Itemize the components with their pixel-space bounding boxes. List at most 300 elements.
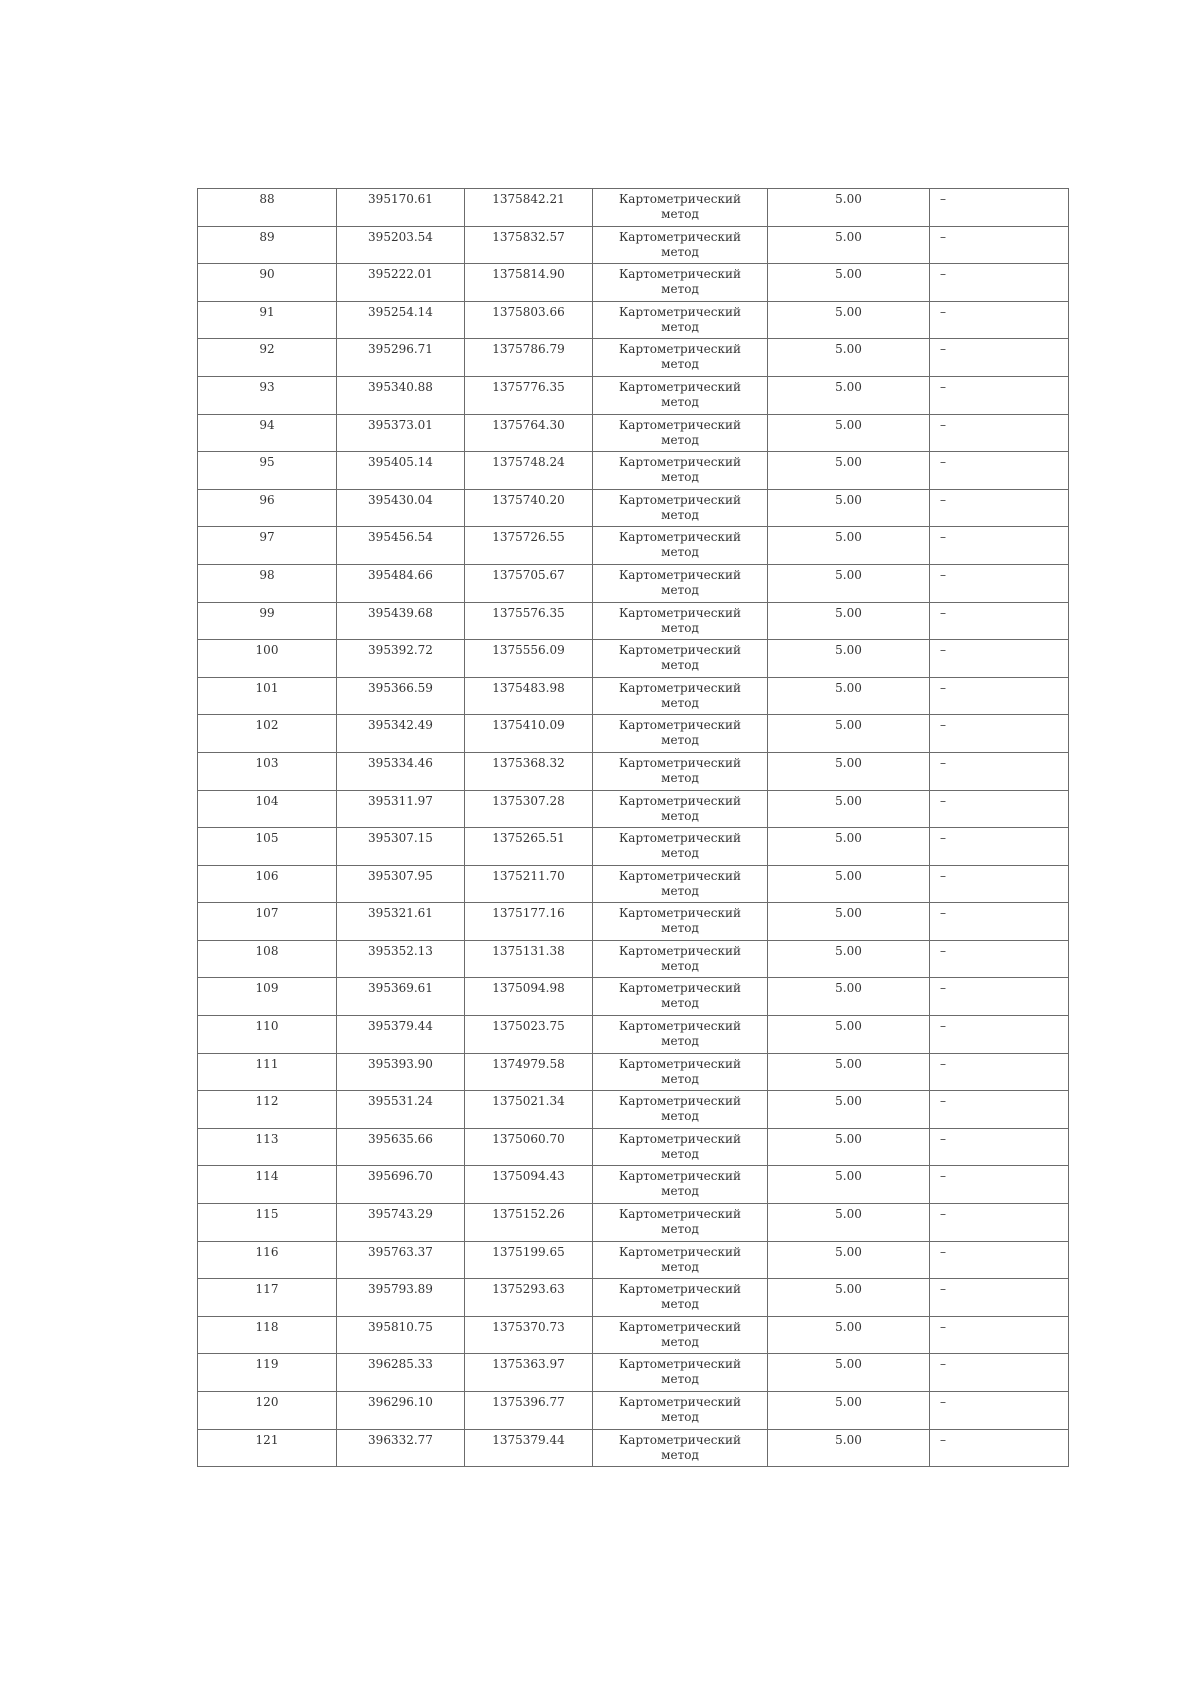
note-cell: – [930,677,1069,715]
y-coordinate-cell: 1375307.28 [465,790,593,828]
x-coordinate-cell: 395352.13 [337,940,465,978]
method-cell [593,527,768,565]
note-cell: – [930,527,1069,565]
x-coordinate-cell: 395531.24 [337,1091,465,1129]
point-number-cell: 110 [198,1016,337,1054]
point-number-cell: 119 [198,1354,337,1392]
y-coordinate-cell: 1375842.21 [465,189,593,227]
coordinates-table-body [198,189,1069,1467]
method-cell [593,1053,768,1091]
method-text-line: Картометрический [619,1282,741,1297]
note-cell: – [930,640,1069,678]
table-row [198,828,1069,866]
method-cell [593,602,768,640]
note-cell: – [930,1241,1069,1279]
method-text-line: метод [661,883,699,898]
y-coordinate-cell: 1375265.51 [465,828,593,866]
method-text-line: метод [661,958,699,973]
note-cell: – [930,1316,1069,1354]
note-cell: – [930,828,1069,866]
error-value-cell: 5.00 [768,940,930,978]
y-coordinate-cell: 1375803.66 [465,301,593,339]
y-coordinate-cell: 1375211.70 [465,865,593,903]
point-number-cell: 106 [198,865,337,903]
table-row [198,978,1069,1016]
point-number-cell: 114 [198,1166,337,1204]
y-coordinate-cell: 1375094.98 [465,978,593,1016]
point-number-cell: 99 [198,602,337,640]
point-number-cell: 93 [198,376,337,414]
method-cell [593,414,768,452]
method-text-line: Картометрический [619,793,741,808]
error-value-cell: 5.00 [768,1429,930,1467]
method-text-line: метод [661,1297,699,1312]
method-text-line: Картометрический [619,1395,741,1409]
table-row [198,1354,1069,1392]
note-cell: – [930,489,1069,527]
method-text-line: Картометрический [619,1207,741,1222]
error-value-cell: 5.00 [768,226,930,264]
point-number-cell: 95 [198,452,337,490]
x-coordinate-cell: 395340.88 [337,376,465,414]
method-text-line: метод [661,846,699,861]
x-coordinate-cell: 396332.77 [337,1429,465,1467]
point-number-cell: 117 [198,1279,337,1317]
table-row [198,489,1069,527]
method-text-line: метод [661,1410,699,1424]
point-number-cell: 111 [198,1053,337,1091]
x-coordinate-cell: 395307.95 [337,865,465,903]
table-row [198,640,1069,678]
error-value-cell: 5.00 [768,527,930,565]
y-coordinate-cell: 1375199.65 [465,1241,593,1279]
x-coordinate-cell: 395635.66 [337,1128,465,1166]
method-text-line: метод [661,357,699,372]
method-text-line: Картометрический [619,1432,741,1447]
x-coordinate-cell: 395439.68 [337,602,465,640]
error-value-cell: 5.00 [768,339,930,377]
note-cell: – [930,1166,1069,1204]
method-text-line: метод [661,620,699,635]
error-value-cell: 5.00 [768,1279,930,1317]
y-coordinate-cell: 1375023.75 [465,1016,593,1054]
method-text-line: метод [661,770,699,785]
note-cell: – [930,452,1069,490]
method-cell [593,828,768,866]
point-number-cell: 90 [198,264,337,302]
note-cell: – [930,1128,1069,1166]
method-cell [593,715,768,753]
point-number-cell: 109 [198,978,337,1016]
point-number-cell: 121 [198,1429,337,1467]
method-text-line: метод [661,545,699,560]
x-coordinate-cell: 395342.49 [337,715,465,753]
point-number-cell: 104 [198,790,337,828]
method-text-line: метод [661,319,699,334]
method-cell [593,452,768,490]
x-coordinate-cell: 395430.04 [337,489,465,527]
y-coordinate-cell: 1374979.58 [465,1053,593,1091]
y-coordinate-cell: 1375776.35 [465,376,593,414]
point-number-cell: 115 [198,1204,337,1242]
y-coordinate-cell: 1375556.09 [465,640,593,678]
error-value-cell: 5.00 [768,414,930,452]
x-coordinate-cell: 395311.97 [337,790,465,828]
table-row [198,1392,1069,1430]
x-coordinate-cell: 395379.44 [337,1016,465,1054]
error-value-cell: 5.00 [768,1166,930,1204]
note-cell: – [930,1429,1069,1467]
error-value-cell: 5.00 [768,1016,930,1054]
point-number-cell: 116 [198,1241,337,1279]
point-number-cell: 88 [198,189,337,227]
y-coordinate-cell: 1375379.44 [465,1429,593,1467]
x-coordinate-cell: 395696.70 [337,1166,465,1204]
method-text-line: Картометрический [619,831,741,846]
method-text-line: метод [661,1222,699,1237]
method-text-line: метод [661,582,699,597]
x-coordinate-cell: 395373.01 [337,414,465,452]
x-coordinate-cell: 395763.37 [337,1241,465,1279]
table-row [198,1091,1069,1129]
table-row [198,452,1069,490]
method-text-line: метод [661,695,699,710]
y-coordinate-cell: 1375363.97 [465,1354,593,1392]
method-cell [593,940,768,978]
x-coordinate-cell: 395392.72 [337,640,465,678]
x-coordinate-cell: 395405.14 [337,452,465,490]
method-text-line: метод [661,733,699,748]
method-text-line: Картометрический [619,680,741,695]
method-cell [593,264,768,302]
x-coordinate-cell: 395456.54 [337,527,465,565]
note-cell: – [930,1354,1069,1392]
method-cell [593,903,768,941]
table-row [198,677,1069,715]
point-number-cell: 107 [198,903,337,941]
method-cell [593,752,768,790]
method-text-line: Картометрический [619,1131,741,1146]
method-text-line: Картометрический [619,530,741,545]
method-text-line: Картометрический [619,267,741,282]
x-coordinate-cell: 395321.61 [337,903,465,941]
note-cell: – [930,865,1069,903]
method-text-line: Картометрический [619,492,741,507]
method-text-line: метод [661,996,699,1011]
y-coordinate-cell: 1375748.24 [465,452,593,490]
y-coordinate-cell: 1375293.63 [465,1279,593,1317]
method-text-line: Картометрический [619,605,741,620]
note-cell: – [930,564,1069,602]
y-coordinate-cell: 1375396.77 [465,1392,593,1430]
coordinates-table [197,188,1069,1467]
method-text-line: метод [661,432,699,447]
error-value-cell: 5.00 [768,978,930,1016]
x-coordinate-cell: 395334.46 [337,752,465,790]
method-text-line: метод [661,1034,699,1049]
method-cell [593,301,768,339]
method-cell [593,189,768,227]
table-row [198,903,1069,941]
y-coordinate-cell: 1375021.34 [465,1091,593,1129]
method-cell [593,1204,768,1242]
method-text-line: метод [661,921,699,936]
x-coordinate-cell: 395222.01 [337,264,465,302]
method-text-line: метод [661,1334,699,1349]
method-text-line: Картометрический [619,718,741,733]
note-cell: – [930,376,1069,414]
note-cell: – [930,903,1069,941]
method-text-line: метод [661,1372,699,1387]
method-text-line: Картометрический [619,1357,741,1372]
y-coordinate-cell: 1375740.20 [465,489,593,527]
method-text-line: метод [661,808,699,823]
point-number-cell: 108 [198,940,337,978]
point-number-cell: 118 [198,1316,337,1354]
error-value-cell: 5.00 [768,489,930,527]
error-value-cell: 5.00 [768,1316,930,1354]
x-coordinate-cell: 395366.59 [337,677,465,715]
method-cell [593,865,768,903]
x-coordinate-cell: 396285.33 [337,1354,465,1392]
table-row [198,1016,1069,1054]
method-text-line: Картометрический [619,567,741,582]
y-coordinate-cell: 1375483.98 [465,677,593,715]
table-row [198,752,1069,790]
method-text-line: Картометрический [619,304,741,319]
error-value-cell: 5.00 [768,1392,930,1430]
y-coordinate-cell: 1375786.79 [465,339,593,377]
note-cell: – [930,189,1069,227]
x-coordinate-cell: 395393.90 [337,1053,465,1091]
table-row [198,715,1069,753]
method-cell [593,978,768,1016]
x-coordinate-cell: 395369.61 [337,978,465,1016]
error-value-cell: 5.00 [768,1128,930,1166]
error-value-cell: 5.00 [768,376,930,414]
y-coordinate-cell: 1375060.70 [465,1128,593,1166]
note-cell: – [930,1016,1069,1054]
method-text-line: Картометрический [619,643,741,658]
point-number-cell: 100 [198,640,337,678]
method-text-line: метод [661,1109,699,1124]
method-text-line: Картометрический [619,868,741,883]
error-value-cell: 5.00 [768,1354,930,1392]
method-text-line: метод [661,1184,699,1199]
table-row [198,226,1069,264]
y-coordinate-cell: 1375131.38 [465,940,593,978]
error-value-cell: 5.00 [768,1091,930,1129]
x-coordinate-cell: 395810.75 [337,1316,465,1354]
note-cell: – [930,1279,1069,1317]
note-cell: – [930,301,1069,339]
note-cell: – [930,414,1069,452]
method-text-line: метод [661,1259,699,1274]
error-value-cell: 5.00 [768,903,930,941]
table-row [198,1241,1069,1279]
method-text-line: Картометрический [619,1019,741,1034]
method-text-line: Картометрический [619,981,741,996]
method-cell [593,1166,768,1204]
x-coordinate-cell: 396296.10 [337,1392,465,1430]
table-row [198,376,1069,414]
note-cell: – [930,940,1069,978]
table-row [198,1053,1069,1091]
y-coordinate-cell: 1375832.57 [465,226,593,264]
y-coordinate-cell: 1375764.30 [465,414,593,452]
method-text-line: метод [661,1447,699,1462]
point-number-cell: 97 [198,527,337,565]
note-cell: – [930,1053,1069,1091]
note-cell: – [930,339,1069,377]
table-row [198,1429,1069,1467]
x-coordinate-cell: 395307.15 [337,828,465,866]
x-coordinate-cell: 395170.61 [337,189,465,227]
method-cell [593,1279,768,1317]
error-value-cell: 5.00 [768,865,930,903]
table-row [198,1279,1069,1317]
method-text-line: метод [661,244,699,259]
table-row [198,1316,1069,1354]
error-value-cell: 5.00 [768,715,930,753]
y-coordinate-cell: 1375576.35 [465,602,593,640]
method-cell [593,1392,768,1430]
method-cell [593,1241,768,1279]
method-cell [593,564,768,602]
note-cell: – [930,978,1069,1016]
point-number-cell: 103 [198,752,337,790]
error-value-cell: 5.00 [768,189,930,227]
point-number-cell: 101 [198,677,337,715]
table-row [198,564,1069,602]
y-coordinate-cell: 1375368.32 [465,752,593,790]
method-text-line: метод [661,1146,699,1161]
y-coordinate-cell: 1375705.67 [465,564,593,602]
method-text-line: Картометрический [619,342,741,357]
table-row [198,865,1069,903]
table-row [198,790,1069,828]
method-text-line: метод [661,207,699,221]
table-row [198,527,1069,565]
table-row [198,414,1069,452]
method-cell [593,489,768,527]
point-number-cell: 92 [198,339,337,377]
note-cell: – [930,1091,1069,1129]
note-cell: – [930,602,1069,640]
table-row [198,301,1069,339]
note-cell: – [930,790,1069,828]
error-value-cell: 5.00 [768,752,930,790]
point-number-cell: 102 [198,715,337,753]
y-coordinate-cell: 1375726.55 [465,527,593,565]
y-coordinate-cell: 1375152.26 [465,1204,593,1242]
method-text-line: метод [661,507,699,522]
method-cell [593,1016,768,1054]
method-text-line: Картометрический [619,1319,741,1334]
error-value-cell: 5.00 [768,677,930,715]
method-cell [593,640,768,678]
error-value-cell: 5.00 [768,640,930,678]
table-row [198,1166,1069,1204]
error-value-cell: 5.00 [768,790,930,828]
method-cell [593,790,768,828]
table-row [198,1204,1069,1242]
point-number-cell: 113 [198,1128,337,1166]
table-row [198,1128,1069,1166]
error-value-cell: 5.00 [768,1204,930,1242]
point-number-cell: 98 [198,564,337,602]
x-coordinate-cell: 395203.54 [337,226,465,264]
table-row [198,339,1069,377]
method-cell [593,1128,768,1166]
x-coordinate-cell: 395793.89 [337,1279,465,1317]
table-row [198,940,1069,978]
x-coordinate-cell: 395484.66 [337,564,465,602]
point-number-cell: 120 [198,1392,337,1430]
method-cell [593,1091,768,1129]
method-text-line: метод [661,282,699,297]
x-coordinate-cell: 395296.71 [337,339,465,377]
method-text-line: Картометрический [619,1169,741,1184]
method-text-line: Картометрический [619,1056,741,1071]
x-coordinate-cell: 395743.29 [337,1204,465,1242]
method-text-line: Картометрический [619,906,741,921]
point-number-cell: 105 [198,828,337,866]
y-coordinate-cell: 1375814.90 [465,264,593,302]
y-coordinate-cell: 1375177.16 [465,903,593,941]
note-cell: – [930,715,1069,753]
x-coordinate-cell: 395254.14 [337,301,465,339]
error-value-cell: 5.00 [768,1053,930,1091]
method-text-line: Картометрический [619,755,741,770]
note-cell: – [930,1392,1069,1430]
error-value-cell: 5.00 [768,301,930,339]
table-row [198,189,1069,227]
method-cell [593,1316,768,1354]
error-value-cell: 5.00 [768,1241,930,1279]
method-text-line: Картометрический [619,1244,741,1259]
point-number-cell: 96 [198,489,337,527]
y-coordinate-cell: 1375094.43 [465,1166,593,1204]
method-text-line: метод [661,470,699,485]
note-cell: – [930,752,1069,790]
point-number-cell: 91 [198,301,337,339]
method-text-line: Картометрический [619,417,741,432]
point-number-cell: 112 [198,1091,337,1129]
error-value-cell: 5.00 [768,264,930,302]
method-text-line: Картометрический [619,943,741,958]
note-cell: – [930,264,1069,302]
error-value-cell: 5.00 [768,602,930,640]
method-text-line: Картометрический [619,229,741,244]
error-value-cell: 5.00 [768,452,930,490]
note-cell: – [930,226,1069,264]
method-text-line: Картометрический [619,192,741,206]
method-text-line: метод [661,1071,699,1086]
method-cell [593,226,768,264]
method-cell [593,1354,768,1392]
method-text-line: Картометрический [619,1094,741,1109]
method-cell [593,339,768,377]
y-coordinate-cell: 1375370.73 [465,1316,593,1354]
method-cell [593,376,768,414]
note-cell: – [930,1204,1069,1242]
method-text-line: Картометрический [619,379,741,394]
error-value-cell: 5.00 [768,828,930,866]
method-text-line: Картометрический [619,455,741,470]
method-text-line: метод [661,394,699,409]
method-cell [593,677,768,715]
